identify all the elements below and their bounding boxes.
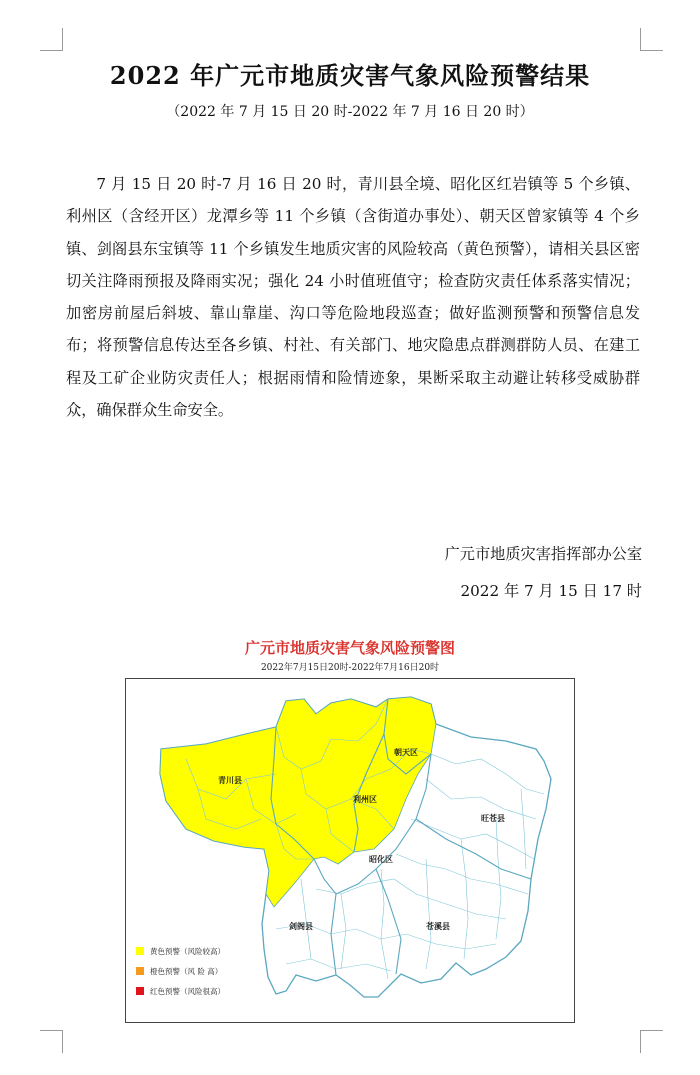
document-date: 2022 年 7 月 15 日 17 时 [460,582,642,600]
legend-item-orange [136,961,225,981]
county-label-jiange: 剑阁县 [289,922,313,931]
corner-mark-top-left [40,28,63,51]
corner-mark-top-right [640,28,663,51]
legend-label-orange: 橙色预警（风 险 高） [150,966,223,976]
county-label-chaotian: 朝天区 [394,748,418,757]
county-label-wangcang: 旺苍县 [481,814,505,823]
legend-swatch-yellow [136,947,144,955]
map-legend [136,941,225,1001]
map-title: 广元市地质灾害气象风险预警图 [244,639,455,657]
county-label-zhaohua: 昭化区 [369,855,393,864]
document-subtitle: （2022 年 7 月 15 日 20 时-2022 年 7 月 16 日 20 时） [166,104,534,120]
county-label-lizhou: 利州区 [353,795,377,804]
map-subtitle: 2022年7月15日20时-2022年7月16日20时 [260,663,440,673]
document-signer: 广元市地质灾害指挥部办公室 [444,545,642,563]
warning-map [125,678,575,1023]
corner-mark-bottom-left [40,1030,63,1053]
legend-label-yellow: 黄色预警（风险较高） [150,946,225,956]
legend-swatch-orange [136,967,144,975]
document-title: 2022 年广元市地质灾害气象风险预警结果 [109,61,591,90]
legend-label-red: 红色预警（风险很高） [150,986,225,996]
legend-item-red [136,981,225,1001]
corner-mark-bottom-right [640,1030,663,1053]
county-label-cangxi: 苍溪县 [426,922,450,931]
legend-item-yellow [136,941,225,961]
legend-swatch-red [136,987,144,995]
county-label-qingchuan: 青川县 [218,776,242,785]
document-body: 7 月 15 日 20 时-7 月 16 日 20 时，青川县全境、昭化区红岩镇等 5 个乡镇、利州区（含经开区）龙潭乡等 11 个乡镇（含街道办事处）、朝天区曾家镇等 4 个乡镇、剑阁县东宝镇等 11 个乡镇发生地质灾害的风险较高（黄色预警），请相关县区密切关注降雨预报及降雨实况；强化 24 小时值班值守；检查防灾责任体系落实情况；加密房前屋后斜坡、靠山靠崖、沟口等危险地段巡查；做好监测预警和预警信息发布；将预警信息传达至各乡镇、村社、有关部门、地灾隐患点群测群防人员、在建工程及工矿企业防灾责任人；根据雨情和险情迹象，果断采取主动避让转移受威胁群众，确保群众生命安全。 [66,175,640,420]
